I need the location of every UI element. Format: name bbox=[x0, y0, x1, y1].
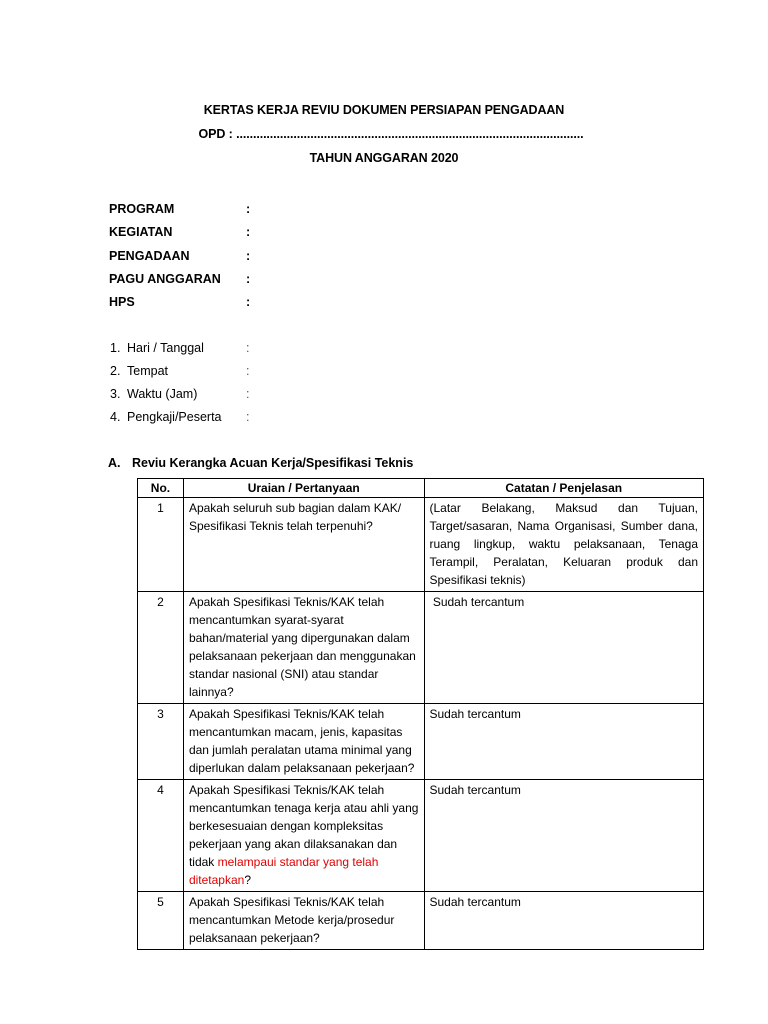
row-note: Sudah tercantum bbox=[424, 780, 704, 892]
item-number: 3. bbox=[110, 387, 121, 401]
item-label: Hari / Tanggal bbox=[127, 341, 204, 355]
field-kegiatan bbox=[109, 225, 250, 239]
table-row bbox=[138, 704, 704, 780]
section-letter: A. bbox=[108, 456, 121, 470]
table-row bbox=[138, 892, 704, 950]
field-label: PENGADAAN bbox=[109, 249, 190, 263]
item-colon: : bbox=[246, 387, 250, 401]
highlighted-text: melampaui standar yang telah ditetapkan bbox=[188, 855, 379, 887]
field-hps bbox=[109, 295, 250, 309]
table-row bbox=[138, 592, 704, 704]
review-table bbox=[137, 478, 704, 950]
item-number: 1. bbox=[110, 341, 121, 355]
header-question: Uraian / Pertanyaan bbox=[183, 479, 424, 498]
item-waktu bbox=[110, 387, 249, 401]
table-row bbox=[138, 780, 704, 892]
row-note: Sudah tercantum bbox=[424, 892, 704, 950]
section-title: Reviu Kerangka Acuan Kerja/Spesifikasi Teknis bbox=[132, 456, 414, 470]
item-number: 2. bbox=[110, 364, 121, 378]
field-colon: : bbox=[246, 225, 251, 239]
row-number: 5 bbox=[138, 892, 184, 950]
item-label: Tempat bbox=[127, 364, 168, 378]
row-question: Apakah Spesifikasi Teknis/KAK telah mencantumkan Metode kerja/prosedur pelaksanaan pekerjaan? bbox=[183, 892, 424, 950]
row-question: Apakah seluruh sub bagian dalam KAK/ Spesifikasi Teknis telah terpenuhi? bbox=[183, 498, 424, 592]
row-number: 3 bbox=[138, 704, 184, 780]
item-label: Waktu (Jam) bbox=[127, 387, 198, 401]
item-number: 4. bbox=[110, 410, 121, 424]
section-heading bbox=[108, 456, 413, 470]
item-label: Pengkaji/Peserta bbox=[127, 410, 222, 424]
header-no: No. bbox=[138, 479, 184, 498]
field-colon: : bbox=[246, 272, 251, 286]
header-note: Catatan / Penjelasan bbox=[424, 479, 704, 498]
item-pengkaji bbox=[110, 410, 249, 424]
field-program bbox=[109, 202, 250, 216]
field-colon: : bbox=[246, 249, 251, 263]
item-colon: : bbox=[246, 410, 250, 424]
row-number: 2 bbox=[138, 592, 184, 704]
row-question: Apakah Spesifikasi Teknis/KAK telah mencantumkan syarat-syarat bahan/material yang dipergunakan dalam pelaksanaan pekerjaan dan menggunakan standar nasional (SNI) atau standar lainnya? bbox=[183, 592, 424, 704]
row-number: 4 bbox=[138, 780, 184, 892]
question-text: Apakah Spesifikasi Teknis/KAK telah mencantumkan tenaga kerja atau ahli yang berkesesuaian dengan kompleksitas pekerjaan yang akan dilaksanakan dan tidak bbox=[188, 783, 419, 869]
item-colon: : bbox=[246, 341, 250, 355]
opd-line: OPD : ....................................................................................................... bbox=[198, 127, 584, 141]
question-end: ? bbox=[244, 873, 252, 887]
budget-year: TAHUN ANGGARAN 2020 bbox=[309, 151, 459, 165]
field-colon: : bbox=[246, 295, 251, 309]
document-title: KERTAS KERJA REVIU DOKUMEN PERSIAPAN PENGADAAN bbox=[203, 103, 565, 117]
row-note: Sudah tercantum bbox=[424, 592, 704, 704]
field-pagu-anggaran bbox=[109, 272, 250, 286]
row-question: Apakah Spesifikasi Teknis/KAK telah mencantumkan macam, jenis, kapasitas dan jumlah peralatan utama minimal yang diperlukan dalam pelaksanaan pekerjaan? bbox=[183, 704, 424, 780]
field-label: PAGU ANGGARAN bbox=[109, 272, 221, 286]
field-label: PROGRAM bbox=[109, 202, 175, 216]
field-colon: : bbox=[246, 202, 251, 216]
table-header-row bbox=[138, 479, 704, 498]
row-question bbox=[183, 780, 424, 892]
table-row bbox=[138, 498, 704, 592]
row-note: (Latar Belakang, Maksud dan Tujuan, Target/sasaran, Nama Organisasi, Sumber dana, ruang lingkup, waktu pelaksanaan, Tenaga Terampil, Peralatan, Keluaran produk dan Spesifikasi teknis) bbox=[424, 498, 704, 592]
item-tempat bbox=[110, 364, 249, 378]
row-note: Sudah tercantum bbox=[424, 704, 704, 780]
field-label: KEGIATAN bbox=[109, 225, 173, 239]
field-label: HPS bbox=[109, 295, 135, 309]
field-pengadaan bbox=[109, 249, 250, 263]
item-hari-tanggal bbox=[110, 341, 249, 355]
row-number: 1 bbox=[138, 498, 184, 592]
item-colon: : bbox=[246, 364, 250, 378]
